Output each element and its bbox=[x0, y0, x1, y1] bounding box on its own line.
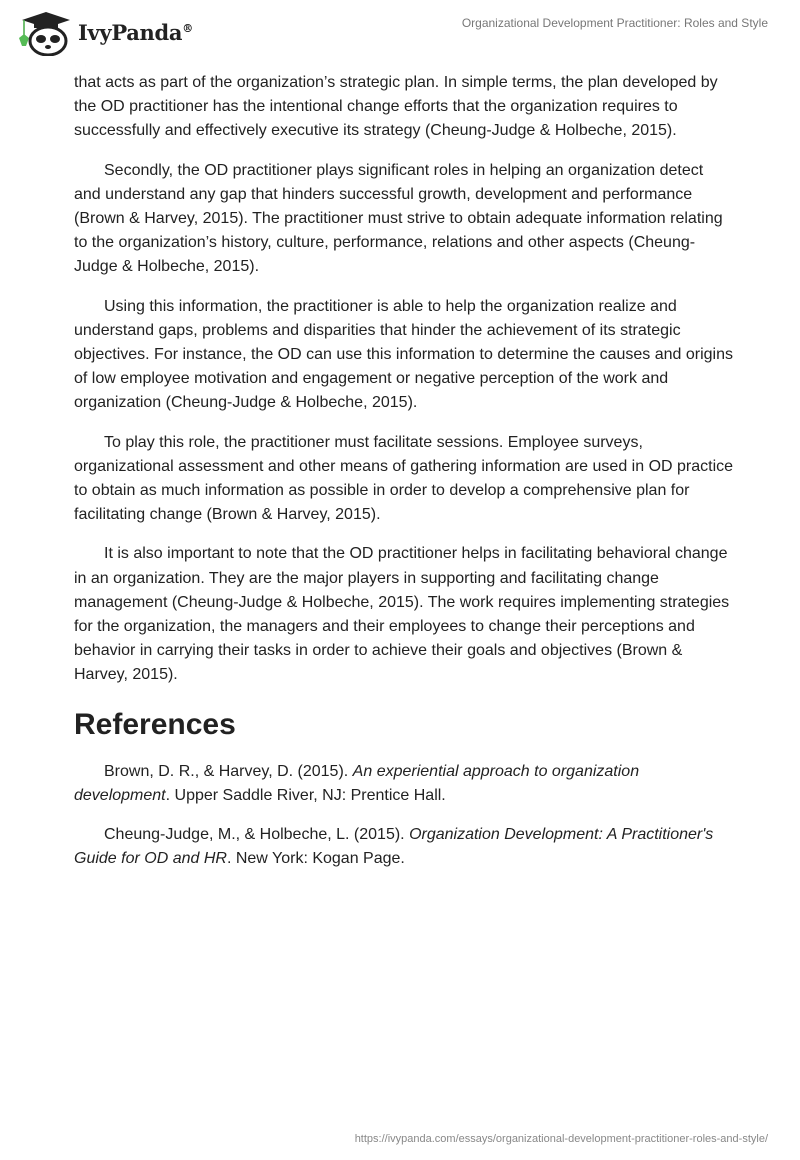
paragraph: Using this information, the practitioner is able to help the organization realize and understand gaps, problems and disparities that hinder the achievement of its strategic objectives. For instance, the OD can use this information to determine the causes and origins of low employee motivation and engagement or negative perception of the work and organization (Cheung-Judge & Holbeche, 2015). bbox=[74, 297, 734, 412]
logo[interactable] bbox=[16, 8, 193, 56]
paragraph: To play this role, the practitioner must facilitate sessions. Employee surveys, organizational assessment and other means of gathering information are used in OD practice to obtain as much information as possible in order to develop a comprehensive plan for facilitating change (Brown & Harvey, 2015). bbox=[74, 433, 734, 524]
paragraph: Secondly, the OD practitioner plays significant roles in helping an organization detect and understand any gap that hinders successful growth, development and performance (Brown & Harvey, 2015). The practitioner must strive to obtain adequate information relating to the organization’s history, culture, performance, relations and other aspects (Cheung-Judge & Holbeche, 2015). bbox=[74, 161, 723, 276]
essay-body bbox=[74, 71, 734, 886]
reference-item: Cheung-Judge, M., & Holbeche, L. (2015). Organization Development: A Practitioner's Guide for OD and HR. New York: Kogan Page. bbox=[74, 826, 714, 868]
source-url[interactable]: https://ivypanda.com/essays/organizational-development-practitioner-roles-and-style/ bbox=[354, 1133, 768, 1145]
panda-logo-icon bbox=[16, 8, 72, 56]
paragraph: It is also important to note that the OD practitioner helps in facilitating behavioral change in an organization. They are the major players in supporting and facilitating change management (Cheung-Judge & Holbeche, 2015). The work requires implementing strategies for the organization, the managers and their employees to change their perceptions and behavior in carrying their tasks in order to achieve their goals and objectives (Brown & Harvey, 2015). bbox=[74, 545, 730, 684]
logo-text: IvyPanda® bbox=[78, 19, 193, 45]
references-heading: References bbox=[74, 707, 236, 741]
paragraph: that acts as part of the organization’s strategic plan. In simple terms, the plan developed by the OD practitioner has the intentional change efforts that the organization requires to successfully and effectively executive its strategy (Cheung-Judge & Holbeche, 2015). bbox=[74, 74, 718, 140]
document-title: Organizational Development Practitioner: Roles and Style bbox=[461, 16, 768, 30]
reference-item: Brown, D. R., & Harvey, D. (2015). An experiential approach to organization development. Upper Saddle River, NJ: Prentice Hall. bbox=[74, 762, 640, 804]
